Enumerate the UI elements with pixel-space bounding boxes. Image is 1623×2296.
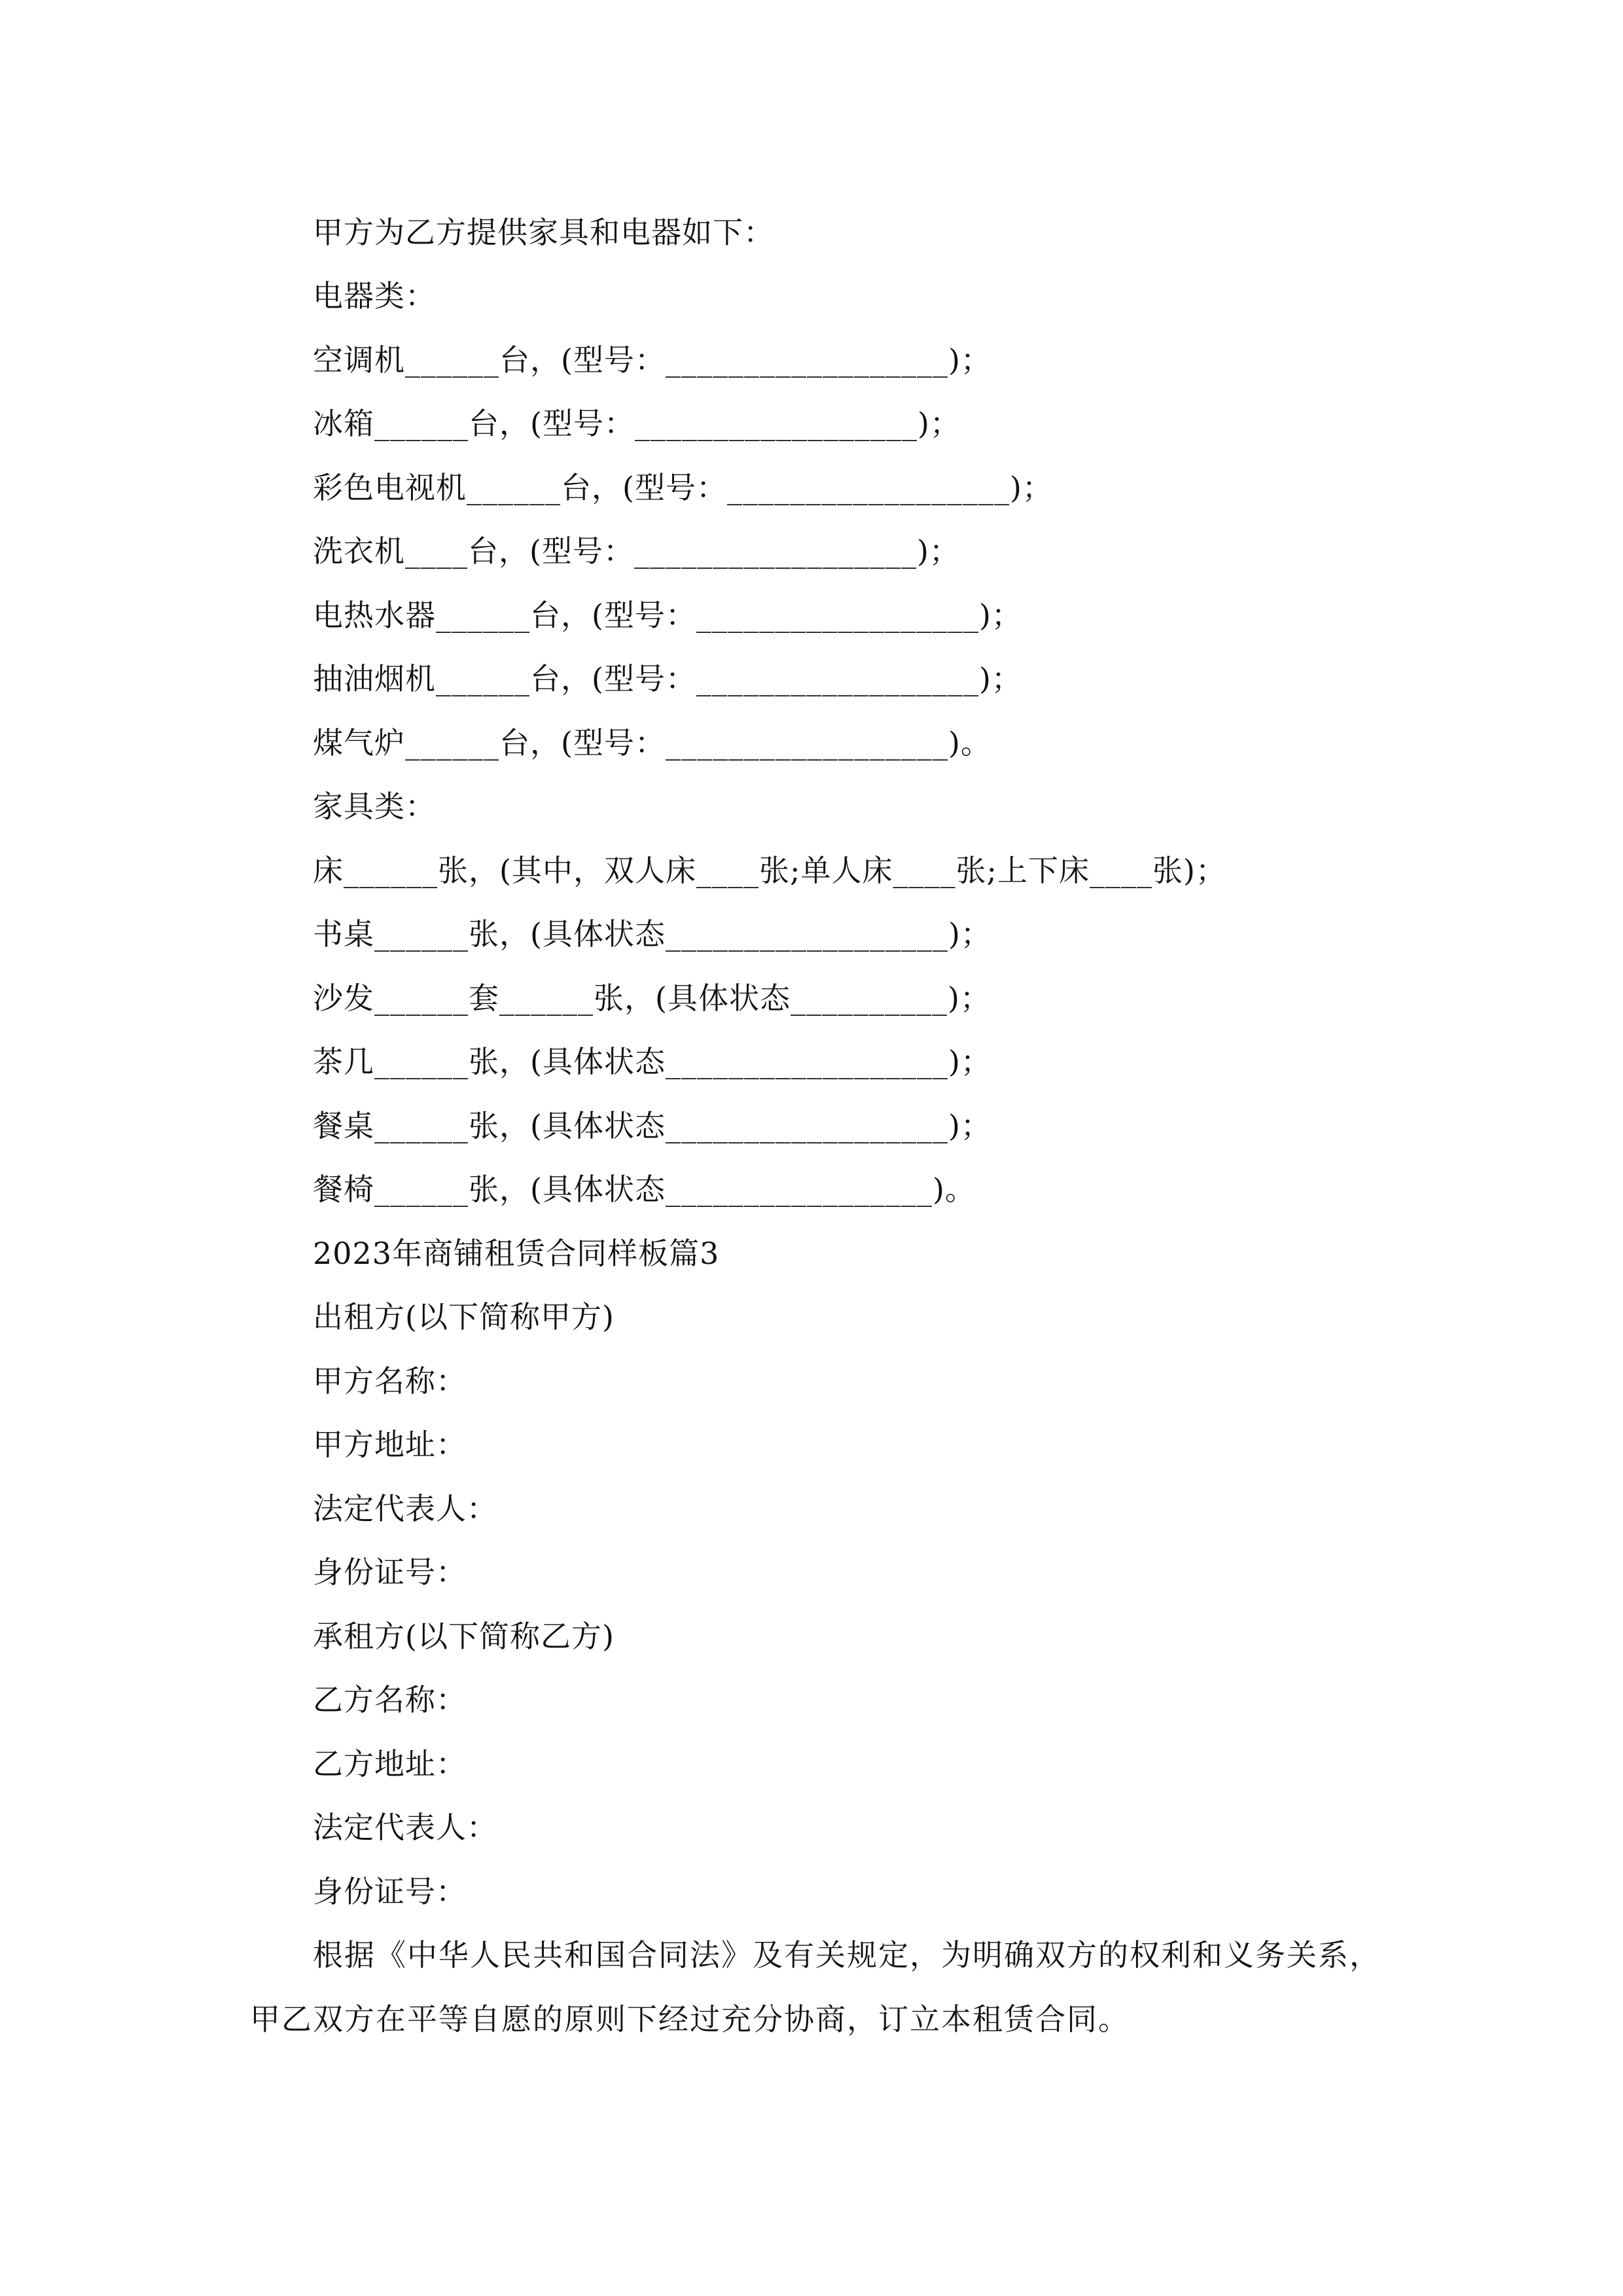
lessor-name-line: 甲方名称： [313, 1363, 467, 1399]
lessor-id-line: 身份证号： [313, 1554, 467, 1590]
lessee-name-line: 乙方名称： [313, 1682, 467, 1717]
tea-table-line: 茶几______张，(具体状态__________________)； [313, 1044, 991, 1079]
air-conditioner-line: 空调机______台，(型号：__________________)； [313, 342, 991, 378]
furniture-heading: 家具类： [313, 789, 436, 824]
intro-line: 甲方为乙方提供家具和电器如下： [313, 215, 774, 250]
lessee-id-line: 身份证号： [313, 1874, 467, 1909]
lessee-heading: 承租方(以下简称乙方) [313, 1619, 615, 1654]
lessee-representative-line: 法定代表人： [313, 1810, 497, 1845]
desk-line: 书桌______张，(具体状态__________________)； [313, 916, 991, 952]
color-tv-line: 彩色电视机______台，(型号：__________________)； [313, 470, 1053, 505]
refrigerator-line: 冰箱______台，(型号：__________________)； [313, 406, 961, 441]
closing-paragraph-line-2: 甲乙双方在平等自愿的原则下经过充分协商，订立本租赁合同。 [250, 2001, 1130, 2037]
sofa-line: 沙发______套______张，(具体状态__________)； [313, 980, 991, 1016]
bed-line: 床______张，(其中，双人床____张;单人床____张;上下床____张)； [313, 853, 1226, 888]
dining-chair-line: 餐椅______张，(具体状态_________________)。 [313, 1172, 976, 1207]
section-title: 2023年商铺租赁合同样板篇3 [313, 1236, 720, 1271]
closing-paragraph-line-1: 根据《中华人民共和国合同法》及有关规定，为明确双方的权利和义务关系， [313, 1937, 1381, 1973]
water-heater-line: 电热水器______台，(型号：__________________)； [313, 598, 1022, 633]
lessor-representative-line: 法定代表人： [313, 1491, 497, 1526]
range-hood-line: 抽油烟机______台，(型号：__________________)； [313, 661, 1022, 696]
dining-table-line: 餐桌______张，(具体状态__________________)； [313, 1108, 991, 1143]
appliances-heading: 电器类： [313, 278, 436, 314]
gas-stove-line: 煤气炉______台，(型号：__________________)。 [313, 725, 991, 761]
lessor-heading: 出租方(以下简称甲方) [313, 1299, 615, 1335]
lessor-address-line: 甲方地址： [313, 1427, 467, 1462]
lessee-address-line: 乙方地址： [313, 1746, 467, 1782]
washing-machine-line: 洗衣机____台，(型号：__________________)； [313, 533, 960, 569]
